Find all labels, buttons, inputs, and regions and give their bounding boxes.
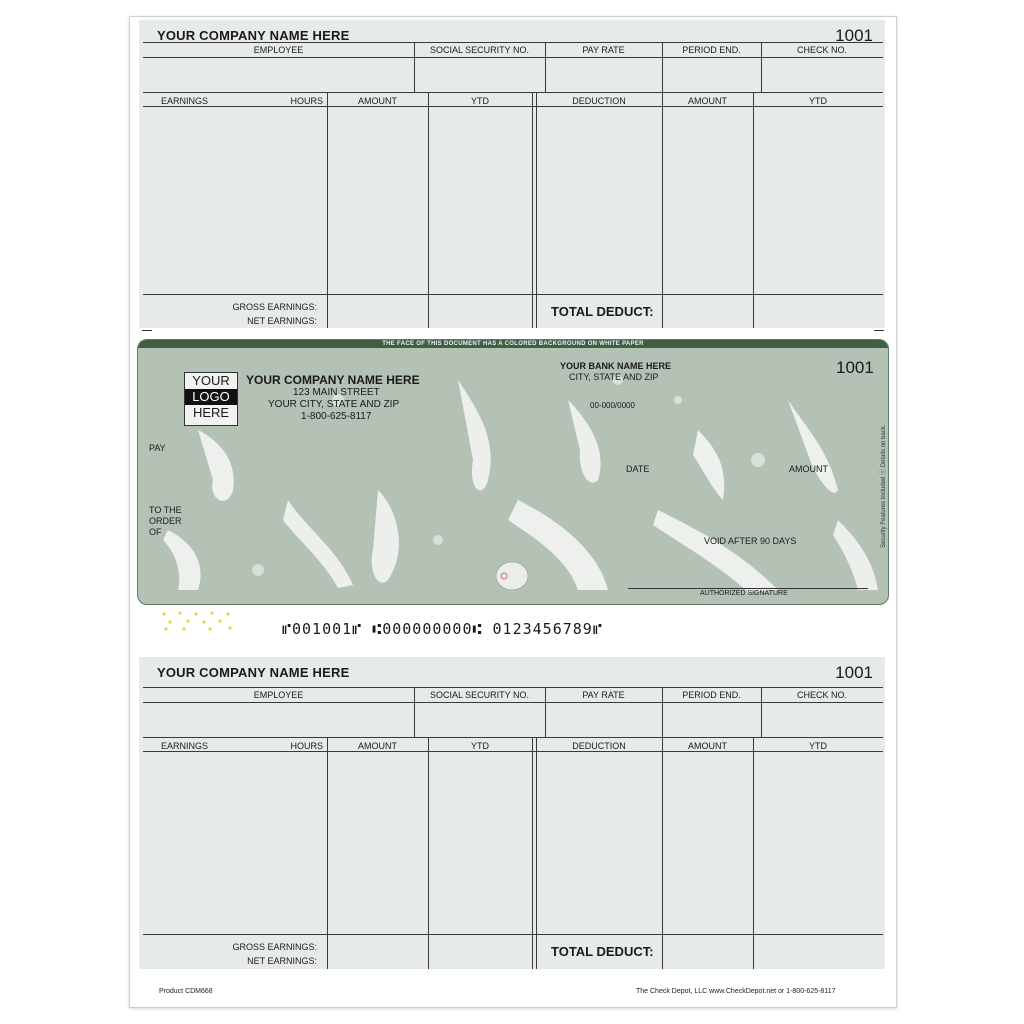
divider — [428, 92, 429, 328]
logo-line: LOGO — [185, 389, 237, 405]
bottom-stub — [139, 657, 885, 969]
divider — [143, 702, 883, 703]
deduction-header: DEDUCTION — [572, 741, 626, 751]
divider — [536, 737, 537, 969]
payee-label-line: ORDER — [149, 516, 182, 526]
divider — [143, 934, 883, 935]
deduction-amount-header: AMOUNT — [688, 741, 727, 751]
total-deduct-label: TOTAL DEDUCT: — [551, 304, 654, 319]
top-stub — [139, 20, 885, 328]
deduction-ytd-header: YTD — [809, 96, 827, 106]
check-face — [137, 339, 889, 605]
divider — [143, 294, 883, 295]
perforation-mark — [142, 330, 152, 331]
divider — [753, 737, 754, 969]
void-notice: VOID AFTER 90 DAYS — [704, 536, 797, 546]
payee-label-line: TO THE — [149, 505, 182, 515]
earnings-header: EARNINGS — [161, 96, 209, 106]
divider — [143, 687, 883, 688]
divider — [143, 57, 883, 58]
company-address-line2: YOUR CITY, STATE AND ZIP — [268, 399, 400, 410]
check-no-header: CHECK NO. — [796, 690, 847, 700]
pay-rate-header: PAY RATE — [582, 45, 625, 55]
hologram-stars-icon — [158, 610, 238, 632]
company-phone: 1-800-625-8117 — [301, 411, 372, 422]
check-company-name: YOUR COMPANY NAME HERE — [246, 373, 420, 387]
ssn-header: SOCIAL SECURITY NO. — [429, 690, 530, 700]
divider — [753, 92, 754, 328]
to-the-order-of-label — [149, 505, 182, 538]
routing-fraction: 00-000/0000 — [590, 401, 635, 410]
pay-label: PAY — [149, 443, 166, 453]
period-end-header: PERIOD END. — [682, 690, 741, 700]
net-earnings-label: NET EARNINGS: — [247, 956, 317, 966]
divider — [143, 42, 883, 43]
signature-label: AUTHORIZED SIGNATURE — [700, 590, 788, 597]
divider — [327, 92, 328, 328]
company-logo-placeholder — [184, 372, 238, 426]
net-earnings-label: NET EARNINGS: — [247, 316, 317, 326]
deduction-amount-header: AMOUNT — [688, 96, 727, 106]
signature-line — [628, 588, 868, 589]
perforation-mark — [874, 330, 884, 331]
divider — [143, 751, 883, 752]
stub-company-name: YOUR COMPANY NAME HERE — [157, 28, 350, 43]
ytd-header: YTD — [471, 741, 489, 751]
ssn-header: SOCIAL SECURITY NO. — [429, 45, 530, 55]
logo-line: YOUR — [192, 373, 230, 388]
date-label: DATE — [626, 464, 650, 474]
divider — [143, 92, 883, 93]
divider — [536, 92, 537, 328]
hours-header: HOURS — [290, 96, 323, 106]
stub-check-number: 1001 — [835, 26, 873, 45]
divider — [327, 737, 328, 969]
stub-company-name: YOUR COMPANY NAME HERE — [157, 665, 350, 680]
amount-header: AMOUNT — [358, 96, 397, 106]
payee-label-line: OF — [149, 527, 162, 537]
product-code: Product CDM668 — [159, 988, 213, 995]
deduction-header: DEDUCTION — [572, 96, 626, 106]
period-end-header: PERIOD END. — [682, 45, 741, 55]
logo-line: HERE — [192, 405, 230, 420]
divider — [662, 737, 663, 969]
micr-line: ⑈001001⑈ ⑆000000000⑆ 0123456789⑈ — [282, 620, 603, 638]
gross-earnings-label: GROSS EARNINGS: — [232, 942, 317, 952]
gross-earnings-label: GROSS EARNINGS: — [232, 302, 317, 312]
bank-city: CITY, STATE AND ZIP — [569, 372, 659, 382]
hours-header: HOURS — [290, 741, 323, 751]
check-number: 1001 — [836, 358, 874, 377]
earnings-header: EARNINGS — [161, 741, 209, 751]
stub-check-number: 1001 — [835, 663, 873, 682]
security-banner: THE FACE OF THIS DOCUMENT HAS A COLORED BACKGROUND ON WHITE PAPER — [138, 340, 888, 348]
divider — [662, 92, 663, 328]
check-no-header: CHECK NO. — [796, 45, 847, 55]
employee-header: EMPLOYEE — [253, 45, 304, 55]
divider — [143, 106, 883, 107]
divider — [143, 737, 883, 738]
company-address-line1: 123 MAIN STREET — [293, 387, 380, 398]
divider — [428, 737, 429, 969]
security-features-note — [878, 398, 892, 548]
total-deduct-label: TOTAL DEDUCT: — [551, 944, 654, 959]
divider — [532, 92, 533, 328]
bank-name: YOUR BANK NAME HERE — [560, 361, 672, 371]
employee-header: EMPLOYEE — [253, 690, 304, 700]
security-features-text: Security Features Included ⓢ Details on back. — [881, 424, 887, 548]
amount-header: AMOUNT — [358, 741, 397, 751]
divider — [532, 737, 533, 969]
vendor-info: The Check Depot, LLC www.CheckDepot.net or 1-800-625-8117 — [636, 988, 836, 995]
ytd-header: YTD — [471, 96, 489, 106]
deduction-ytd-header: YTD — [809, 741, 827, 751]
pay-rate-header: PAY RATE — [582, 690, 625, 700]
amount-label: AMOUNT — [789, 464, 828, 474]
